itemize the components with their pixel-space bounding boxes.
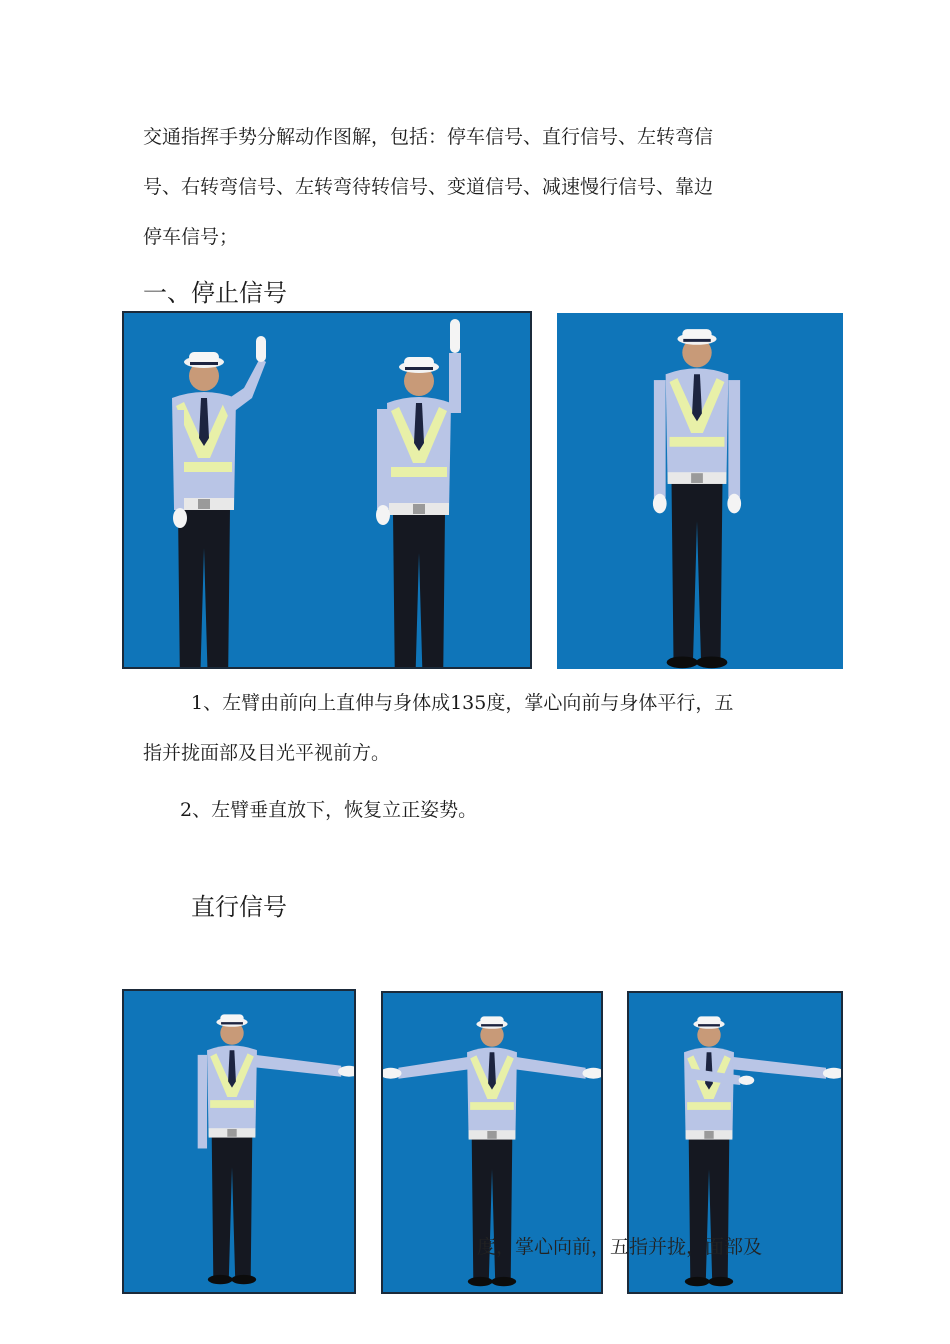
intro-line-2: 号、右转弯信号、左转弯待转信号、变道信号、减速慢行信号、靠边 (143, 176, 714, 198)
straight-overlay-text: 度，掌心向前，五指并拢，面部及 (477, 1236, 763, 1258)
stop-step-2: 2、左臂垂直放下，恢复立正姿势。 (180, 799, 478, 821)
section-heading-stop: 一、停止信号 (143, 279, 287, 307)
section-heading-straight: 直行信号 (191, 893, 287, 921)
officer-attention (653, 329, 741, 668)
straight-signal-photo-1 (122, 989, 356, 1294)
intro-line-1: 交通指挥手势分解动作图解，包括：停车信号、直行信号、左转弯信 (143, 126, 714, 148)
stop-signal-photo-attention (557, 313, 843, 669)
stop-step-1-line-2: 指并拢面部及目光平视前方。 (143, 742, 391, 764)
officer-front-view (376, 319, 461, 667)
stop-step-1-line-1: 1、左臂由前向上直伸与身体成135度，掌心向前与身体平行，五 (191, 692, 734, 714)
intro-line-3: 停车信号； (143, 226, 239, 248)
stop-signal-photo-side-front (122, 311, 532, 669)
officer-side-view (172, 336, 266, 667)
